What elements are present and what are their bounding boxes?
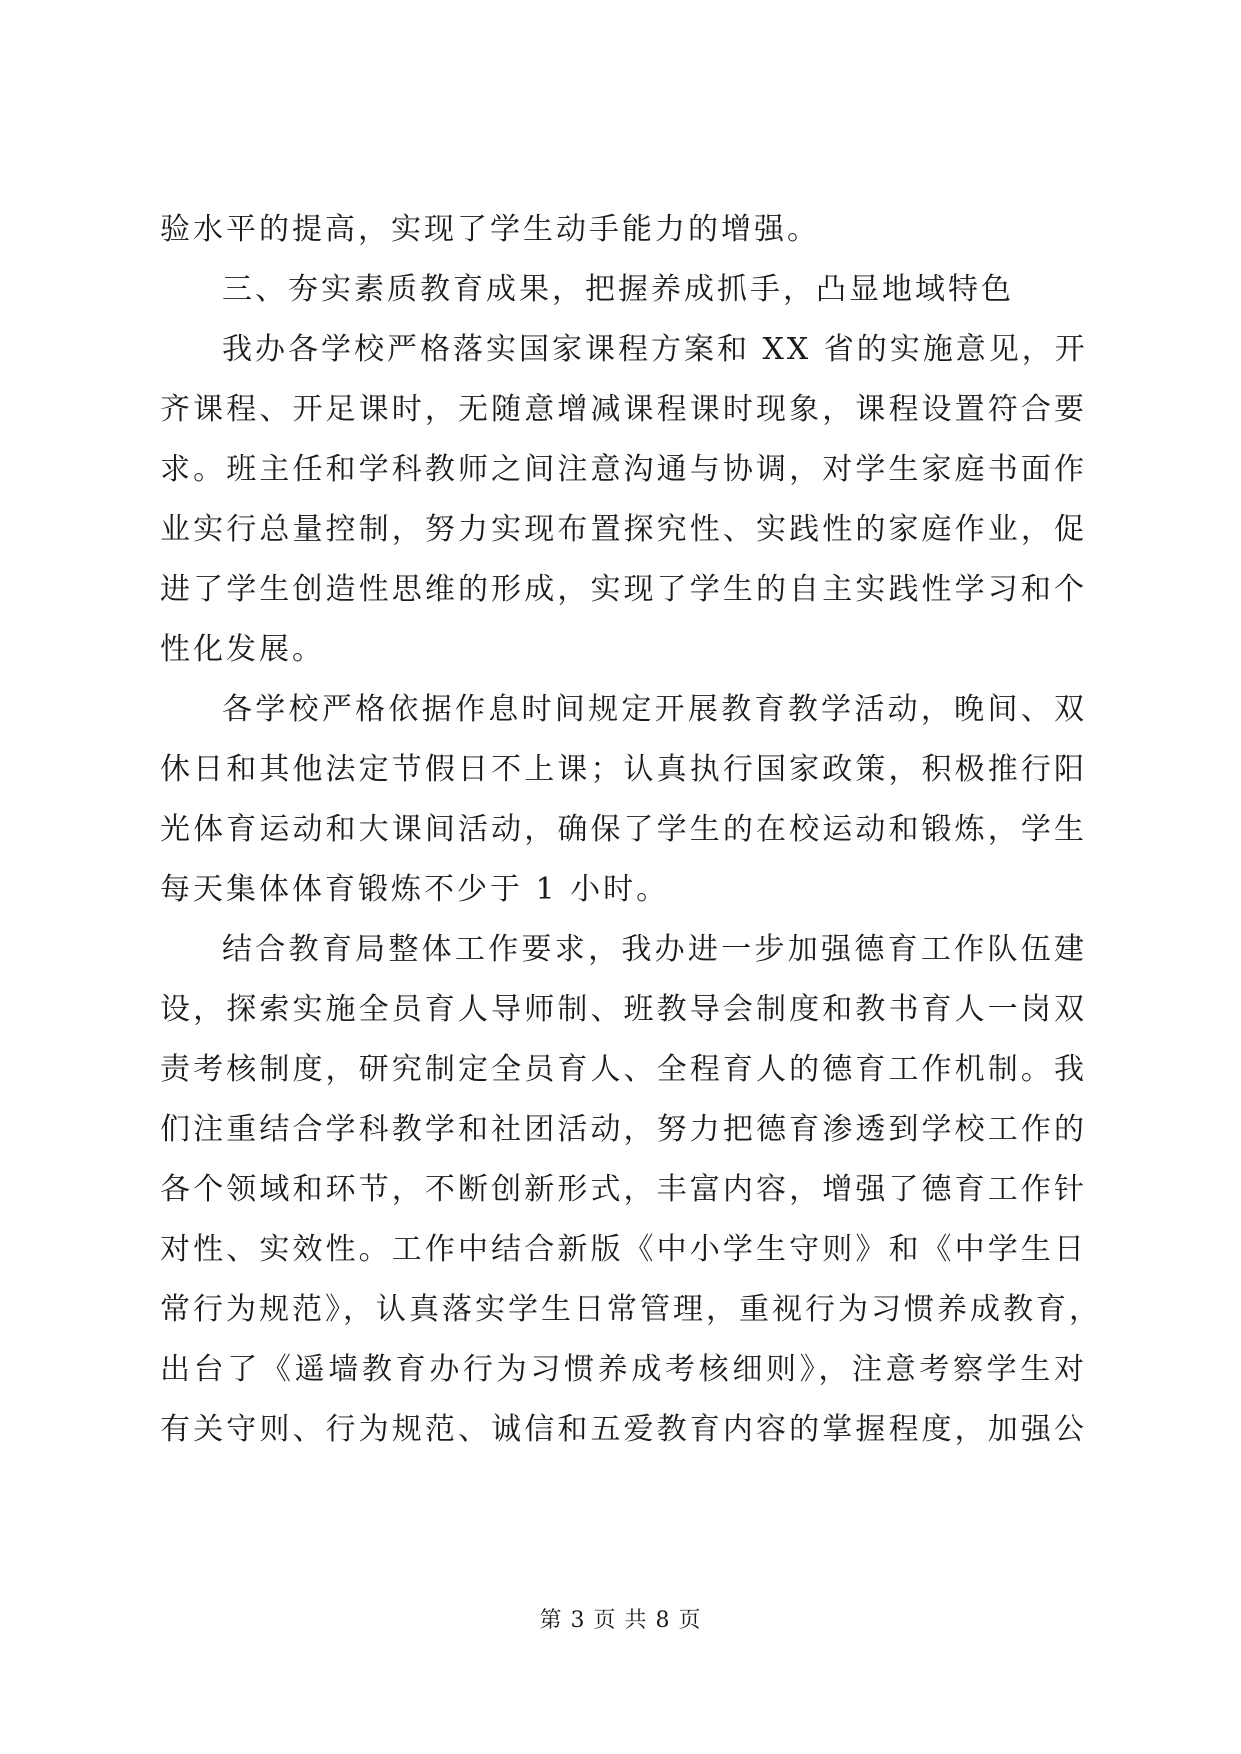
page-footer: 第 3 页 共 8 页 [539, 1608, 702, 1633]
text-line: 设，探索实施全员育人导师制、班教导会制度和教书育人一岗双 [160, 992, 1087, 1027]
text-line: 各学校严格依据作息时间规定开展教育教学活动，晚间、双 [222, 692, 1087, 727]
text-line: 对性、实效性。工作中结合新版《中小学生守则》和《中学生日 [160, 1232, 1087, 1267]
text-line: 责考核制度，研究制定全员育人、全程育人的德育工作机制。我 [160, 1052, 1087, 1087]
text-line: 我办各学校严格落实国家课程方案和 XX 省的实施意见，开 [222, 332, 1088, 367]
text-line: 验水平的提高，实现了学生动手能力的增强。 [160, 212, 820, 247]
text-line: 求。班主任和学科教师之间注意沟通与协调，对学生家庭书面作 [160, 452, 1087, 487]
text-line: 有关守则、行为规范、诚信和五爱教育内容的掌握程度，加强公 [160, 1412, 1087, 1447]
text-line: 出台了《遥墙教育办行为习惯养成考核细则》，注意考察学生对 [160, 1352, 1087, 1387]
text-line: 齐课程、开足课时，无随意增减课程课时现象，课程设置符合要 [160, 392, 1087, 427]
text-line: 休日和其他法定节假日不上课；认真执行国家政策，积极推行阳 [160, 752, 1087, 787]
text-line: 每天集体体育锻炼不少于 1 小时。 [160, 872, 670, 907]
text-line: 性化发展。 [160, 632, 325, 667]
text-line: 三、夯实素质教育成果，把握养成抓手，凸显地域特色 [222, 272, 1014, 307]
text-line: 进了学生创造性思维的形成，实现了学生的自主实践性学习和个 [160, 572, 1087, 607]
text-line: 各个领域和环节，不断创新形式，丰富内容，增强了德育工作针 [160, 1172, 1087, 1207]
document-body [160, 200, 1102, 1460]
text-line: 业实行总量控制，努力实现布置探究性、实践性的家庭作业，促 [160, 512, 1087, 547]
text-line: 们注重结合学科教学和社团活动，努力把德育渗透到学校工作的 [160, 1112, 1087, 1147]
text-line: 光体育运动和大课间活动，确保了学生的在校运动和锻炼，学生 [160, 812, 1087, 847]
text-line: 常行为规范》，认真落实学生日常管理，重视行为习惯养成教育， [160, 1292, 1102, 1327]
text-line: 结合教育局整体工作要求，我办进一步加强德育工作队伍建 [222, 932, 1087, 967]
